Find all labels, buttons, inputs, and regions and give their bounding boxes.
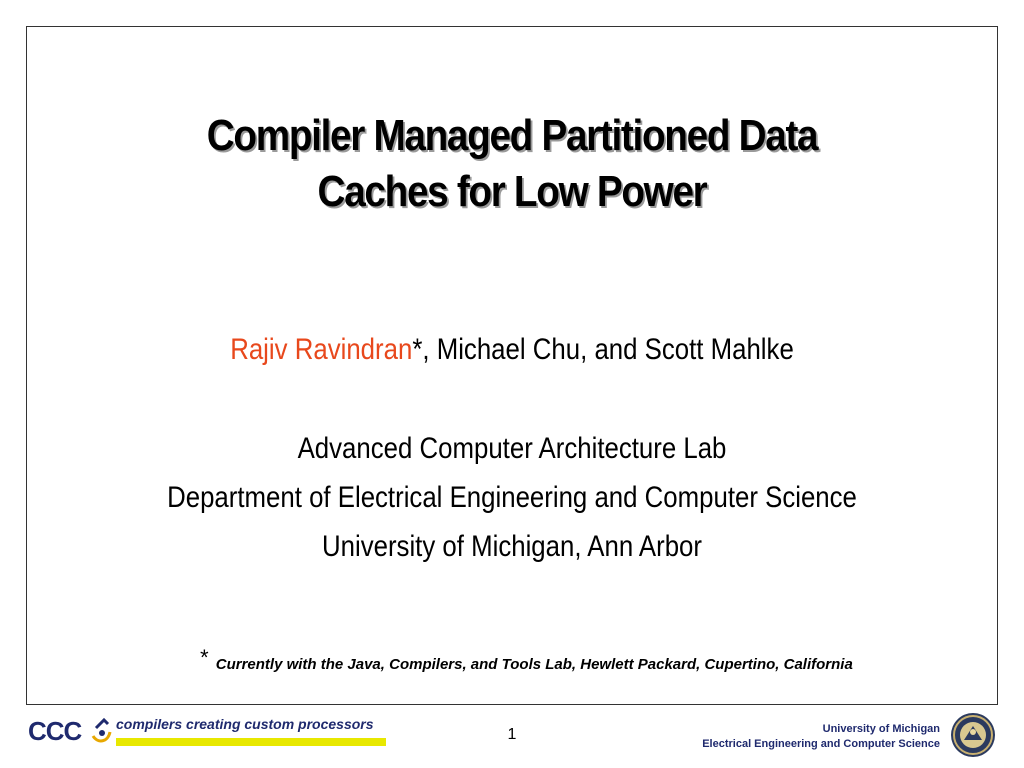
footnote — [14, 645, 1024, 674]
affiliation-department: Department of Electrical Engineering and Computer Science — [167, 481, 857, 514]
institution-university: University of Michigan — [822, 723, 940, 735]
tagline: compilers creating custom processors — [116, 716, 374, 732]
institution-block — [702, 722, 940, 752]
presenter-mark: * — [412, 333, 423, 366]
other-authors: , Michael Chu, and Scott Mahlke — [422, 333, 794, 366]
footnote-mark: * — [199, 645, 208, 670]
affiliation-block — [72, 424, 953, 571]
affiliation-university: University of Michigan, Ann Arbor — [321, 530, 703, 563]
university-seal-icon — [950, 712, 996, 758]
ccc-logo-text: CCC — [28, 716, 82, 746]
tagline-underline-bar — [116, 738, 386, 746]
ccc-logo — [28, 712, 374, 752]
slide-title — [61, 108, 962, 220]
institution-department: Electrical Engineering and Computer Science — [702, 738, 940, 750]
presenter-name: Rajiv Ravindran — [230, 333, 413, 366]
footnote-text: Currently with the Java, Compilers, and Tools Lab, Hewlett Packard, Cupertino, California — [215, 656, 853, 673]
page-number: 1 — [507, 726, 517, 743]
title-line-2: Caches for Low Power — [317, 167, 707, 216]
affiliation-lab: Advanced Computer Architecture Lab — [297, 432, 727, 465]
title-line-1: Compiler Managed Partitioned Data — [206, 111, 818, 160]
ccc-swoosh-icon — [90, 714, 114, 746]
author-line — [72, 330, 953, 370]
